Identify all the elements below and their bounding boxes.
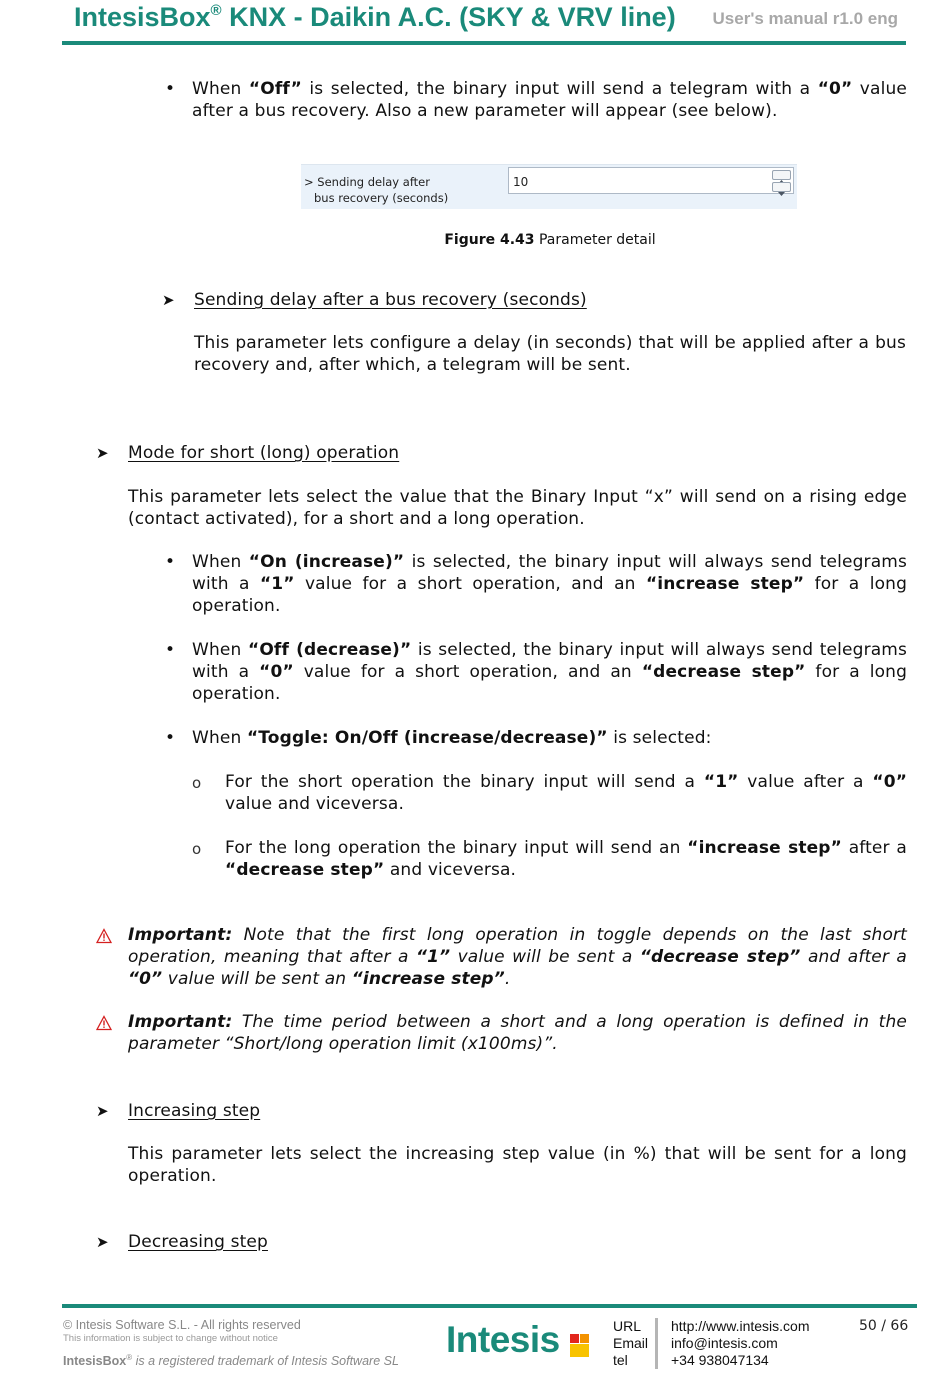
section-heading-sending-delay: Sending delay after a bus recovery (seconds) bbox=[194, 290, 587, 310]
paragraph-off-selected: When “Off” is selected, the binary input will send a telegram with a “0” value after a bus recovery. Also a new parameter will appear (see below). bbox=[192, 79, 907, 121]
logo-square-red bbox=[570, 1334, 579, 1343]
logo-square-orange bbox=[580, 1334, 589, 1343]
sending-delay-input[interactable] bbox=[508, 167, 794, 194]
footer-rule bbox=[62, 1304, 917, 1308]
bullet-toggle: When “Toggle: On/Off (increase/decrease)” is selected: bbox=[192, 728, 712, 748]
bullet-icon: • bbox=[165, 552, 176, 572]
section-heading-increasing-step: Increasing step bbox=[128, 1101, 261, 1121]
arrow-bullet-icon: ➤ bbox=[96, 444, 109, 462]
section-heading-decreasing-step: Decreasing step bbox=[128, 1232, 268, 1252]
sending-delay-value: 10 bbox=[513, 175, 529, 189]
section-heading-mode: Mode for short (long) operation bbox=[128, 443, 400, 463]
warning-icon bbox=[96, 1015, 112, 1031]
parameter-label: > Sending delay after bus recovery (seconds) bbox=[304, 175, 449, 205]
sub-bullet-long-operation: For the long operation the binary input will send an “increase step” after a “decrease step” and viceversa. bbox=[225, 838, 907, 880]
sub-bullet-icon: o bbox=[192, 840, 202, 858]
document-title: IntesisBox® KNX - Daikin A.C. (SKY & VRV line) bbox=[74, 2, 676, 32]
arrow-bullet-icon: ➤ bbox=[162, 291, 175, 309]
bullet-icon: • bbox=[165, 640, 176, 660]
footer-notice: This information is subject to change without notice bbox=[63, 1333, 278, 1344]
footer-trademark: IntesisBox® is a registered trademark of Intesis Software SL bbox=[63, 1353, 399, 1369]
arrow-bullet-icon: ➤ bbox=[96, 1233, 109, 1251]
manual-version: User's manual r1.0 eng bbox=[712, 9, 898, 28]
intesis-logo: Intesis bbox=[446, 1319, 560, 1360]
arrow-bullet-icon: ➤ bbox=[96, 1102, 109, 1120]
bullet-icon: • bbox=[165, 79, 176, 99]
mode-description: This parameter lets select the value that the Binary Input “x” will send on a rising edge (contact activated), for a short and a long operation. bbox=[128, 487, 907, 529]
page-number: 50 / 66 bbox=[859, 1318, 909, 1334]
increasing-step-description: This parameter lets select the increasing step value (in %) that will be sent for a long operation. bbox=[128, 1144, 907, 1186]
sub-bullet-icon: o bbox=[192, 774, 202, 792]
spin-down-button[interactable] bbox=[772, 182, 791, 192]
spin-up-button[interactable] bbox=[772, 170, 791, 180]
bullet-off-decrease: When “Off (decrease)” is selected, the binary input will always send telegrams with a “0” value for a short operation, and an “decrease step” for a long operation. bbox=[192, 640, 908, 704]
sending-delay-description: This parameter lets configure a delay (in seconds) that will be applied after a bus recovery and, after which, a telegram will be sent. bbox=[194, 333, 906, 375]
footer-email-label: Email bbox=[613, 1335, 649, 1351]
bullet-icon: • bbox=[165, 728, 176, 748]
footer-url-label: URL bbox=[613, 1318, 642, 1334]
bullet-on-increase: When “On (increase)” is selected, the binary input will always send telegrams with a “1” value for a short operation, and an “increase step” for a long operation. bbox=[192, 552, 908, 616]
footer-divider bbox=[655, 1318, 658, 1369]
sub-bullet-short-operation: For the short operation the binary input will send a “1” value after a “0” value and viceversa. bbox=[225, 772, 908, 814]
footer-copyright: © Intesis Software S.L. - All rights reserved bbox=[63, 1318, 301, 1332]
footer-url-link[interactable]: http://www.intesis.com bbox=[671, 1318, 810, 1334]
footer-email-link[interactable]: info@intesis.com bbox=[671, 1335, 778, 1351]
important-note-time-period: Important: The time period between a short and a long operation is defined in the parameter “Short/long operation limit (x100ms)”. bbox=[128, 1012, 907, 1054]
footer-tel: +34 938047134 bbox=[671, 1352, 769, 1368]
header-rule bbox=[62, 41, 906, 45]
logo-square-yellow bbox=[570, 1344, 589, 1357]
warning-icon bbox=[96, 928, 112, 944]
figure-caption: Figure 4.43 Parameter detail bbox=[444, 232, 656, 248]
footer-tel-label: tel bbox=[613, 1352, 628, 1368]
chevron-down-icon bbox=[773, 190, 790, 198]
important-note-toggle: Important: Note that the first long operation in toggle depends on the last short operation, meaning that after a “1” value will be sent a “decrease step” and after a “0” value will be sent an “increase step”. bbox=[128, 925, 907, 989]
